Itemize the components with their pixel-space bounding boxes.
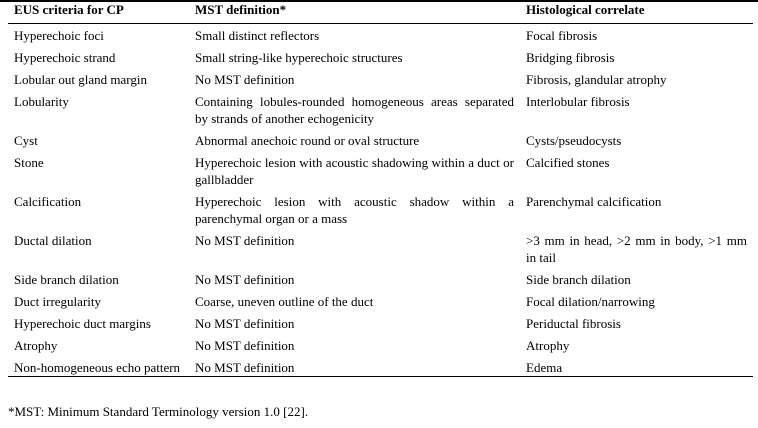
definition-cell: No MST definition <box>195 233 295 248</box>
eus-criteria-table <box>8 2 753 377</box>
correlate-cell: Atrophy <box>526 338 570 353</box>
definition-cell: Small distinct reflectors <box>195 28 320 43</box>
correlate-cell: >3 mm in head, >2 mm in body, >1 mm in tail <box>526 233 747 265</box>
table-row <box>8 129 753 151</box>
table-row <box>8 334 753 356</box>
criterion-cell: Hyperechoic duct margins <box>14 316 151 331</box>
table-row <box>8 24 753 47</box>
table-footnote: *MST: Minimum Standard Terminology version 1.0 [22]. <box>8 404 309 419</box>
definition-cell: No MST definition <box>195 316 295 331</box>
definition-cell: Hyperechoic lesion with acoustic shadow within a parenchymal organ or a mass <box>195 194 514 226</box>
definition-cell: No MST definition <box>195 272 295 287</box>
criterion-cell: Hyperechoic strand <box>14 50 116 65</box>
correlate-cell: Parenchymal calcification <box>526 194 662 209</box>
table-row <box>8 312 753 334</box>
definition-cell: Coarse, uneven outline of the duct <box>195 294 374 309</box>
criterion-cell: Side branch dilation <box>14 272 119 287</box>
header-mst-definition: MST definition* <box>189 2 520 24</box>
table-row <box>8 68 753 90</box>
table-row <box>8 356 753 377</box>
criterion-cell: Duct irregularity <box>14 294 101 309</box>
definition-cell: Hyperechoic lesion with acoustic shadowing within a duct or gallbladder <box>195 155 514 187</box>
table-row <box>8 190 753 229</box>
criterion-cell: Non-homogeneous echo pattern <box>8 356 189 377</box>
header-histological-correlate: Histological correlate <box>520 2 753 24</box>
criterion-cell: Ductal dilation <box>14 233 92 248</box>
correlate-cell: Focal fibrosis <box>526 28 598 43</box>
criterion-cell: Hyperechoic foci <box>14 28 104 43</box>
definition-cell: No MST definition <box>195 338 295 353</box>
definition-cell: Abnormal anechoic round or oval structure <box>195 133 420 148</box>
table-row <box>8 151 753 190</box>
criterion-cell: Stone <box>14 155 44 170</box>
correlate-cell: Bridging fibrosis <box>526 50 615 65</box>
correlate-cell: Periductal fibrosis <box>526 316 621 331</box>
criterion-cell: Lobular out gland margin <box>14 72 147 87</box>
correlate-cell: Edema <box>520 356 753 377</box>
table-row <box>8 268 753 290</box>
correlate-cell: Focal dilation/narrowing <box>526 294 655 309</box>
correlate-cell: Cysts/pseudocysts <box>526 133 622 148</box>
table-header-row <box>8 2 753 24</box>
definition-cell: No MST definition <box>189 356 520 377</box>
table-row <box>8 46 753 68</box>
definition-cell: No MST definition <box>195 72 295 87</box>
definition-cell: Small string-like hyperechoic structures <box>195 50 403 65</box>
table-row <box>8 229 753 268</box>
definition-cell: Containing lobules-rounded homogeneous areas separated by strands of another echogenicity <box>195 94 514 126</box>
criterion-cell: Atrophy <box>14 338 58 353</box>
header-eus-criteria: EUS criteria for CP <box>8 2 189 24</box>
table-row <box>8 290 753 312</box>
criterion-cell: Lobularity <box>14 94 69 109</box>
table-row <box>8 90 753 129</box>
criterion-cell: Cyst <box>14 133 38 148</box>
correlate-cell: Fibrosis, glandular atrophy <box>526 72 667 87</box>
criterion-cell: Calcification <box>14 194 82 209</box>
correlate-cell: Interlobular fibrosis <box>526 94 630 109</box>
correlate-cell: Calcified stones <box>526 155 610 170</box>
correlate-cell: Side branch dilation <box>526 272 631 287</box>
